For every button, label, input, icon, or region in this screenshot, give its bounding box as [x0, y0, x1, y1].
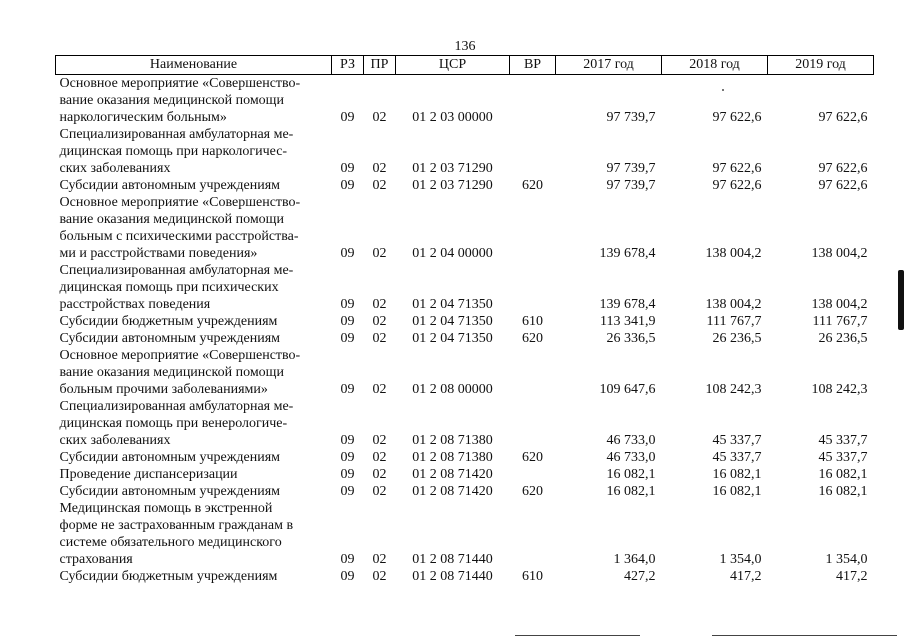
- cell-csr: 01 2 08 71440: [412, 552, 493, 567]
- table-row: [56, 262, 874, 313]
- cell-2018: 97 622,6: [712, 161, 762, 176]
- cell-2017: 113 341,9: [600, 314, 656, 329]
- cell-pr: 02: [372, 110, 387, 125]
- cell-2019: 111 767,7: [812, 314, 868, 329]
- cell-csr: 01 2 08 71440: [412, 569, 493, 584]
- table-row: [56, 177, 874, 194]
- page-number: 136: [454, 39, 476, 54]
- cell-rz: 09: [340, 314, 355, 329]
- cell-2019: 26 236,5: [818, 331, 868, 346]
- cell-rz: 09: [340, 178, 355, 193]
- table-row: [56, 449, 874, 466]
- cell-vr: [510, 262, 556, 313]
- cell-2019: 97 622,6: [818, 161, 868, 176]
- cell-2019: 138 004,2: [811, 246, 868, 261]
- cell-name: [56, 483, 332, 500]
- name-line: Специализированная амбулаторная ме-: [59, 263, 294, 278]
- cell-name: [56, 330, 332, 347]
- table-header-row: [56, 56, 874, 75]
- cell-vr: 620: [522, 178, 543, 193]
- cell-rz: 09: [340, 382, 355, 397]
- table-row: [56, 568, 874, 585]
- cell-vr: 620: [522, 484, 543, 499]
- table-row: [56, 466, 874, 483]
- table-row: [56, 398, 874, 449]
- cell-name: [56, 262, 332, 313]
- name-line: Основное мероприятие «Совершенство-: [59, 348, 301, 363]
- cell-2019: 97 622,6: [818, 178, 868, 193]
- cell-2017: 109 647,6: [599, 382, 656, 397]
- cell-2018: 1 354,0: [719, 552, 762, 567]
- cell-name: [56, 177, 332, 194]
- cell-2018: 45 337,7: [712, 433, 762, 448]
- cell-csr: 01 2 03 00000: [412, 110, 493, 125]
- cell-name: [56, 449, 332, 466]
- header-pr: ПР: [364, 56, 396, 75]
- cell-2018: 97 622,6: [712, 178, 762, 193]
- cell-2019: 16 082,1: [818, 467, 868, 482]
- cell-2017: 427,2: [624, 569, 656, 584]
- name-line: дицинская помощь при венерологиче-: [59, 416, 288, 431]
- header-name: Наименование: [56, 56, 332, 75]
- scan-edge-mark: [898, 270, 904, 330]
- cell-2019: 16 082,1: [818, 484, 868, 499]
- cell-rz: 09: [340, 331, 355, 346]
- cell-2017: 97 739,7: [606, 178, 656, 193]
- cell-pr: 02: [372, 246, 387, 261]
- cell-name: [56, 126, 332, 177]
- cell-2017: 139 678,4: [599, 246, 656, 261]
- cell-pr: 02: [372, 433, 387, 448]
- name-line: Субсидии автономным учреждениям: [59, 178, 281, 193]
- table-row: [56, 347, 874, 398]
- cell-2018: 26 236,5: [712, 331, 762, 346]
- cell-name: [56, 194, 332, 262]
- name-line: вание оказания медицинской помощи: [59, 212, 284, 227]
- cell-2018: 45 337,7: [712, 450, 762, 465]
- cell-2019: 45 337,7: [818, 450, 868, 465]
- name-line: Специализированная амбулаторная ме-: [59, 127, 294, 142]
- cell-2019: 417,2: [836, 569, 868, 584]
- cell-2018: 138 004,2: [705, 246, 762, 261]
- name-line: форме не застрахованным гражданам в: [59, 518, 294, 533]
- cell-vr: [510, 398, 556, 449]
- name-line: дицинская помощь при наркологичес-: [59, 144, 288, 159]
- header-2018: 2018 год: [662, 56, 768, 75]
- cell-vr: 610: [522, 314, 543, 329]
- cell-pr: 02: [372, 552, 387, 567]
- cell-csr: 01 2 04 00000: [412, 246, 493, 261]
- cell-rz: 09: [340, 161, 355, 176]
- cell-name: [56, 75, 332, 127]
- cell-2019: 45 337,7: [818, 433, 868, 448]
- budget-table-container: [55, 55, 873, 585]
- cell-vr: 610: [522, 569, 543, 584]
- cell-pr: 02: [372, 161, 387, 176]
- name-line: системе обязательного медицинского: [59, 535, 282, 550]
- budget-table: [55, 55, 874, 585]
- name-line: ских заболеваниях: [59, 433, 171, 448]
- name-line: Субсидии автономным учреждениям: [59, 450, 281, 465]
- cell-csr: 01 2 08 71420: [412, 467, 493, 482]
- name-line: вание оказания медицинской помощи: [59, 365, 284, 380]
- cell-2018: 16 082,1: [712, 484, 762, 499]
- cell-csr: 01 2 08 00000: [412, 382, 493, 397]
- table-row: [56, 483, 874, 500]
- cell-2017: 46 733,0: [606, 433, 656, 448]
- name-line: Основное мероприятие «Совершенство-: [59, 76, 301, 91]
- name-line: Специализированная амбулаторная ме-: [59, 399, 294, 414]
- cell-pr: 02: [372, 297, 387, 312]
- name-line: Проведение диспансеризации: [59, 467, 238, 482]
- name-line: Субсидии автономным учреждениям: [59, 484, 281, 499]
- table-row: [56, 500, 874, 568]
- cell-2019: 97 622,6: [818, 110, 868, 125]
- cell-2018: 417,2: [730, 569, 762, 584]
- cell-2018: 111 767,7: [706, 314, 762, 329]
- cell-2017: 16 082,1: [606, 484, 656, 499]
- cell-2018: 138 004,2: [705, 297, 762, 312]
- name-line: больным с психическими расстройства-: [59, 229, 299, 244]
- cell-csr: 01 2 08 71380: [412, 450, 493, 465]
- cell-name: [56, 500, 332, 568]
- name-line: Субсидии бюджетным учреждениям: [59, 314, 278, 329]
- name-line: вание оказания медицинской помощи: [59, 93, 284, 108]
- header-2017: 2017 год: [556, 56, 662, 75]
- cell-csr: 01 2 04 71350: [412, 331, 493, 346]
- cell-vr: [510, 126, 556, 177]
- cell-name: [56, 347, 332, 398]
- cell-2017: 26 336,5: [606, 331, 656, 346]
- cell-2018: 108 242,3: [705, 382, 762, 397]
- table-row: [56, 194, 874, 262]
- cell-name: [56, 398, 332, 449]
- name-line: Субсидии автономным учреждениям: [59, 331, 281, 346]
- cell-pr: 02: [372, 382, 387, 397]
- cell-vr: [510, 194, 556, 262]
- cell-vr: 620: [522, 450, 543, 465]
- header-rz: РЗ: [332, 56, 364, 75]
- cell-csr: 01 2 04 71350: [412, 297, 493, 312]
- cell-rz: 09: [340, 433, 355, 448]
- cell-pr: 02: [372, 331, 387, 346]
- cell-2017: 97 739,7: [606, 161, 656, 176]
- table-row: [56, 313, 874, 330]
- cell-rz: 09: [340, 552, 355, 567]
- cell-2017: 46 733,0: [606, 450, 656, 465]
- name-line: расстройствах поведения: [59, 297, 211, 312]
- cell-2018: 16 082,1: [712, 467, 762, 482]
- cell-pr: 02: [372, 569, 387, 584]
- cell-rz: 09: [340, 297, 355, 312]
- cell-name: [56, 313, 332, 330]
- cell-2017: 97 739,7: [606, 110, 656, 125]
- cell-2017: 139 678,4: [599, 297, 656, 312]
- cell-vr: [510, 500, 556, 568]
- cell-pr: 02: [372, 484, 387, 499]
- name-line: Медицинская помощь в экстренной: [59, 501, 273, 516]
- cell-csr: 01 2 03 71290: [412, 161, 493, 176]
- name-line: наркологическим больным»: [59, 110, 227, 125]
- name-line: дицинская помощь при психических: [59, 280, 279, 295]
- cell-2017: 1 364,0: [613, 552, 656, 567]
- cell-2019: 108 242,3: [811, 382, 868, 397]
- cell-rz: 09: [340, 110, 355, 125]
- cell-vr: 620: [522, 331, 543, 346]
- cell-2019: 1 354,0: [825, 552, 868, 567]
- name-line: больным прочими заболеваниями»: [59, 382, 268, 397]
- cell-rz: 09: [340, 246, 355, 261]
- bottom-rule-right: [712, 635, 897, 636]
- cell-pr: 02: [372, 314, 387, 329]
- cell-name: [56, 466, 332, 483]
- cell-pr: 02: [372, 450, 387, 465]
- name-line: ских заболеваниях: [59, 161, 171, 176]
- cell-vr: [510, 466, 556, 483]
- table-body: [56, 75, 874, 586]
- header-csr: ЦСР: [396, 56, 510, 75]
- cell-vr: [510, 347, 556, 398]
- cell-rz: 09: [340, 467, 355, 482]
- table-row: [56, 75, 874, 127]
- cell-2019: 138 004,2: [811, 297, 868, 312]
- cell-2018: 97 622,6: [712, 110, 762, 125]
- bottom-rule-left: [515, 635, 640, 636]
- table-row: [56, 330, 874, 347]
- cell-vr: [510, 75, 556, 127]
- cell-rz: 09: [340, 569, 355, 584]
- header-2019: 2019 год: [768, 56, 874, 75]
- cell-rz: 09: [340, 450, 355, 465]
- cell-2017: 16 082,1: [606, 467, 656, 482]
- cell-pr: 02: [372, 178, 387, 193]
- name-line: Субсидии бюджетным учреждениям: [59, 569, 278, 584]
- cell-pr: 02: [372, 467, 387, 482]
- cell-rz: 09: [340, 484, 355, 499]
- table-row: [56, 126, 874, 177]
- cell-name: [56, 568, 332, 585]
- header-vr: ВР: [510, 56, 556, 75]
- name-line: страхования: [59, 552, 133, 567]
- name-line: ми и расстройствами поведения»: [59, 246, 258, 261]
- cell-csr: 01 2 03 71290: [412, 178, 493, 193]
- cell-csr: 01 2 08 71380: [412, 433, 493, 448]
- cell-csr: 01 2 08 71420: [412, 484, 493, 499]
- name-line: Основное мероприятие «Совершенство-: [59, 195, 301, 210]
- cell-csr: 01 2 04 71350: [412, 314, 493, 329]
